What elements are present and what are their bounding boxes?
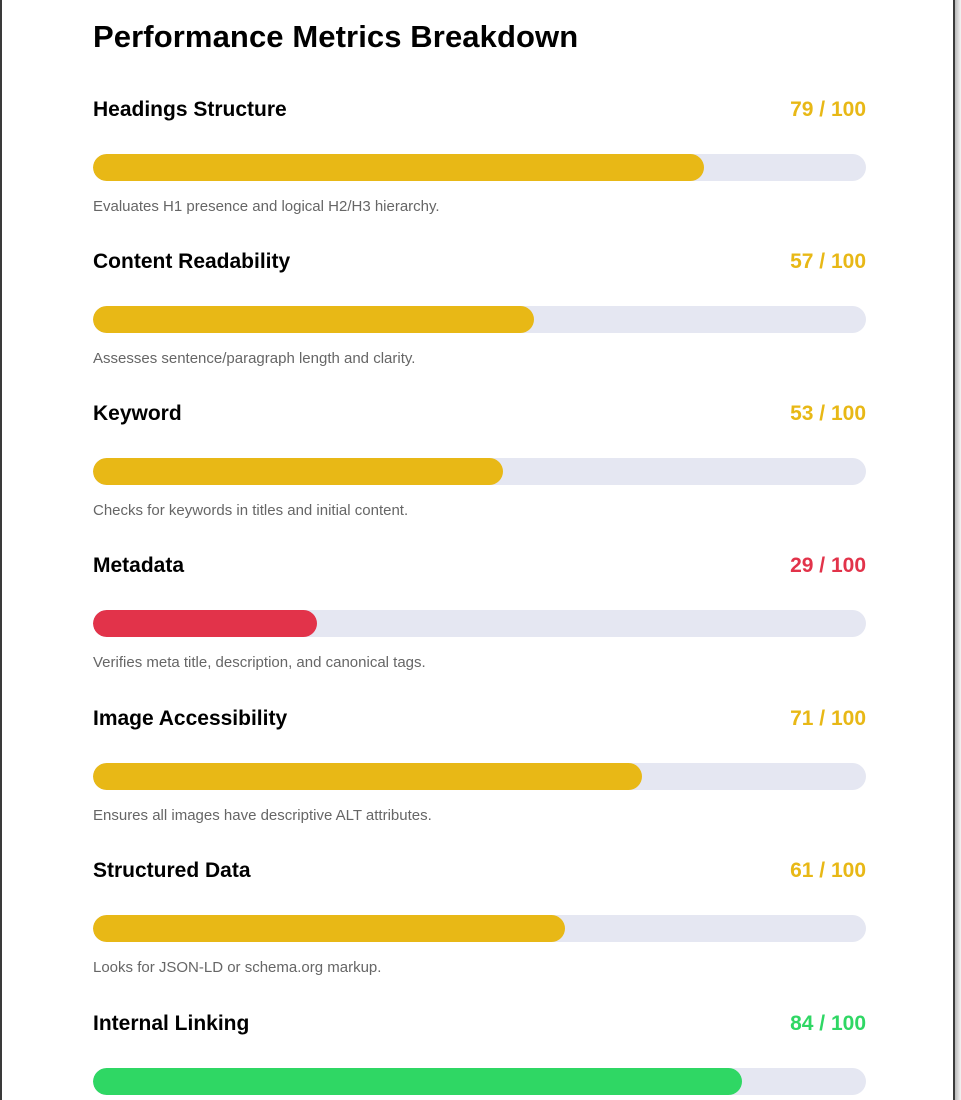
progress-track	[93, 610, 866, 637]
metric-score: 61 / 100	[790, 859, 866, 882]
progress-fill	[93, 458, 503, 485]
metric-description: Assesses sentence/paragraph length and clarity.	[93, 350, 416, 367]
metric-score: 57 / 100	[790, 250, 866, 273]
progress-fill	[93, 154, 704, 181]
progress-fill	[93, 763, 642, 790]
metric-name: Image Accessibility	[93, 707, 288, 730]
metric-score: 71 / 100	[790, 707, 866, 730]
metric-description: Ensures all images have descriptive ALT attributes.	[93, 807, 432, 824]
metric-description: Evaluates H1 presence and logical H2/H3 hierarchy.	[93, 198, 440, 215]
metric-name: Headings Structure	[93, 98, 287, 121]
progress-fill	[93, 306, 534, 333]
metric-description: Looks for JSON-LD or schema.org markup.	[93, 959, 382, 976]
metric-description: Verifies meta title, description, and canonical tags.	[93, 654, 426, 671]
metric-structured-data	[93, 858, 866, 988]
page-edge-shadow	[955, 0, 961, 1100]
progress-track	[93, 915, 866, 942]
metric-score: 84 / 100	[790, 1012, 866, 1035]
metric-headings-structure	[93, 97, 866, 227]
progress-track	[93, 763, 866, 790]
metric-score: 53 / 100	[790, 402, 866, 425]
metric-metadata	[93, 553, 866, 683]
metric-internal-linking	[93, 1011, 866, 1100]
metric-score: 29 / 100	[790, 554, 866, 577]
metric-name: Keyword	[93, 402, 182, 425]
metric-name: Content Readability	[93, 250, 291, 273]
metric-description: Checks for keywords in titles and initial content.	[93, 502, 409, 519]
progress-track	[93, 154, 866, 181]
metric-content-readability	[93, 249, 866, 379]
progress-track	[93, 1068, 866, 1095]
progress-track	[93, 458, 866, 485]
metric-score: 79 / 100	[790, 98, 866, 121]
page-title: Performance Metrics Breakdown	[93, 19, 579, 54]
metric-name: Internal Linking	[93, 1012, 250, 1035]
progress-fill	[93, 915, 565, 942]
progress-track	[93, 306, 866, 333]
metric-name: Metadata	[93, 554, 185, 577]
metric-keyword	[93, 401, 866, 531]
progress-fill	[93, 1068, 742, 1095]
progress-fill	[93, 610, 317, 637]
metric-image-accessibility	[93, 706, 866, 836]
metric-name: Structured Data	[93, 859, 251, 882]
